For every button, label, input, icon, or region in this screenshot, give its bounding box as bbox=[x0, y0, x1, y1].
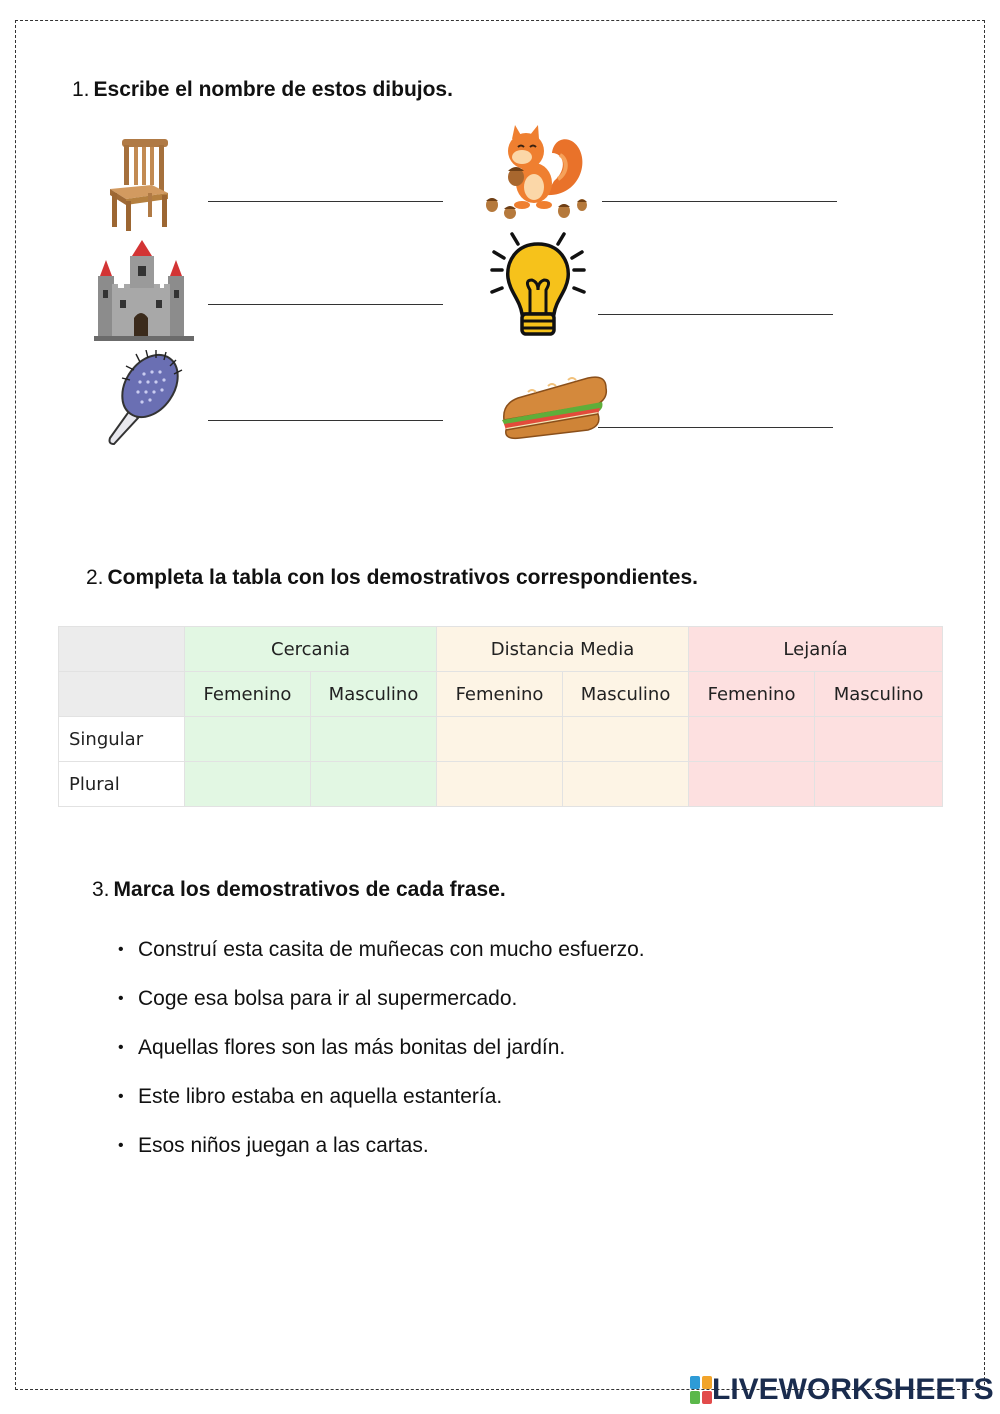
subheader-masculino: Masculino bbox=[311, 672, 437, 717]
row-label-singular: Singular bbox=[59, 717, 185, 762]
castle-icon bbox=[92, 240, 196, 342]
group-cercania: Cercania bbox=[185, 627, 437, 672]
section2-heading bbox=[86, 566, 698, 590]
section3-title: Marca los demostrativos de cada frase. bbox=[113, 878, 506, 901]
answer-line-lightbulb[interactable] bbox=[598, 314, 833, 315]
subheader-masculino: Masculino bbox=[815, 672, 943, 717]
answer-cell[interactable] bbox=[815, 717, 943, 762]
list-item[interactable]: • Aquellas flores son las más bonitas del jardín. bbox=[118, 1018, 645, 1067]
list-item[interactable]: • Construí esta casita de muñecas con mucho esfuerzo. bbox=[118, 920, 645, 969]
section2-title: Completa la tabla con los demostrativos correspondientes. bbox=[107, 566, 698, 589]
list-item[interactable]: • Esos niños juegan a las cartas. bbox=[118, 1116, 645, 1165]
logo-badge-icon bbox=[690, 1376, 712, 1404]
squirrel-icon bbox=[482, 125, 592, 220]
section3-heading bbox=[92, 878, 506, 902]
answer-cell[interactable] bbox=[437, 717, 563, 762]
sentence-list bbox=[118, 920, 645, 1165]
sandwich-icon bbox=[498, 368, 610, 440]
hairbrush-icon bbox=[104, 350, 184, 448]
section1-title: Escribe el nombre de estos dibujos. bbox=[93, 78, 453, 101]
answer-line-sandwich[interactable] bbox=[598, 427, 833, 428]
answer-cell[interactable] bbox=[563, 717, 689, 762]
answer-cell[interactable] bbox=[689, 762, 815, 807]
answer-line-squirrel[interactable] bbox=[602, 201, 837, 202]
lightbulb-icon bbox=[486, 230, 590, 342]
answer-cell[interactable] bbox=[311, 762, 437, 807]
liveworksheets-logo bbox=[690, 1373, 994, 1407]
table-subheader-row bbox=[59, 672, 943, 717]
logo-text: LIVEWORKSHEETS bbox=[712, 1373, 994, 1406]
table-corner-cell bbox=[59, 627, 185, 672]
section3-number: 3. bbox=[92, 878, 110, 901]
section1-heading bbox=[72, 78, 453, 102]
table-group-row bbox=[59, 627, 943, 672]
answer-cell[interactable] bbox=[815, 762, 943, 807]
subheader-femenino: Femenino bbox=[689, 672, 815, 717]
demonstratives-table bbox=[58, 626, 943, 807]
answer-cell[interactable] bbox=[563, 762, 689, 807]
group-distancia-media: Distancia Media bbox=[437, 627, 689, 672]
subheader-femenino: Femenino bbox=[437, 672, 563, 717]
subheader-femenino: Femenino bbox=[185, 672, 311, 717]
row-label-plural: Plural bbox=[59, 762, 185, 807]
chair-icon bbox=[104, 135, 176, 233]
answer-line-hairbrush[interactable] bbox=[208, 420, 443, 421]
table-corner-cell bbox=[59, 672, 185, 717]
answer-cell[interactable] bbox=[437, 762, 563, 807]
list-item[interactable]: • Este libro estaba en aquella estantería. bbox=[118, 1067, 645, 1116]
section1-number: 1. bbox=[72, 78, 90, 101]
answer-cell[interactable] bbox=[185, 762, 311, 807]
answer-cell[interactable] bbox=[311, 717, 437, 762]
subheader-masculino: Masculino bbox=[563, 672, 689, 717]
group-lejania: Lejanía bbox=[689, 627, 943, 672]
answer-line-castle[interactable] bbox=[208, 304, 443, 305]
answer-cell[interactable] bbox=[185, 717, 311, 762]
section2-number: 2. bbox=[86, 566, 104, 589]
table-row bbox=[59, 762, 943, 807]
table-row bbox=[59, 717, 943, 762]
list-item[interactable]: • Coge esa bolsa para ir al supermercado. bbox=[118, 969, 645, 1018]
answer-cell[interactable] bbox=[689, 717, 815, 762]
answer-line-chair[interactable] bbox=[208, 201, 443, 202]
